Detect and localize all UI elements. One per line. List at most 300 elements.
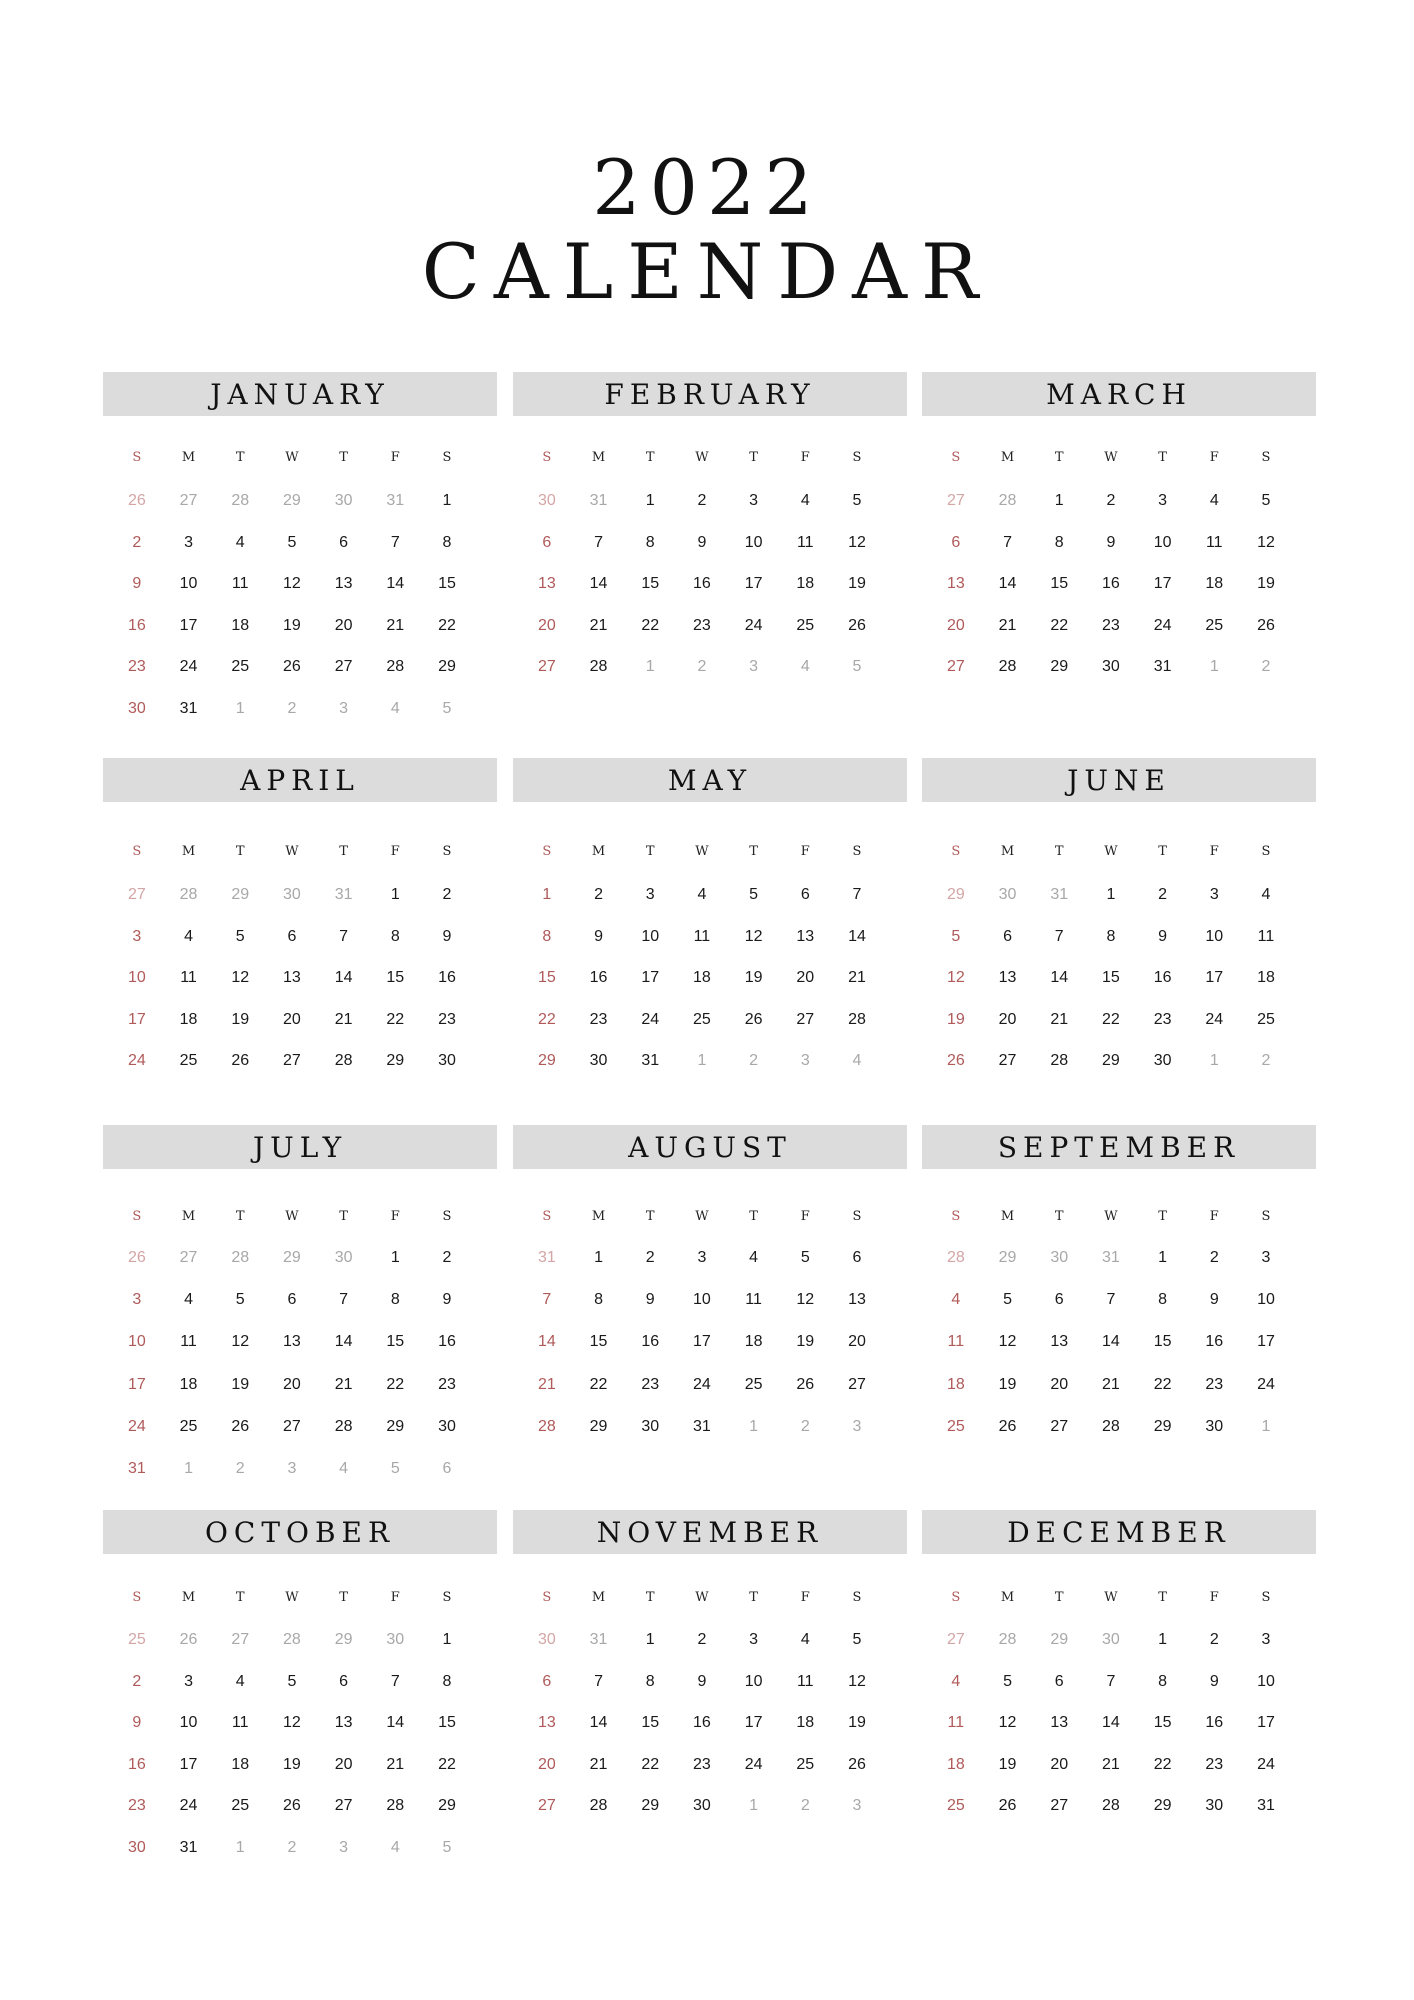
weekday-label: T xyxy=(645,1209,655,1224)
day-cell: 8 xyxy=(1158,1291,1168,1309)
day-cell: 2 xyxy=(287,1839,297,1856)
day-cell: 1 xyxy=(1261,1417,1271,1435)
day-cell: 26 xyxy=(848,616,866,634)
week-row xyxy=(930,1333,1292,1351)
day-cell: 25 xyxy=(127,1631,146,1648)
week-row xyxy=(111,617,473,635)
weekday-label: S xyxy=(951,450,961,465)
week-row xyxy=(521,1756,883,1774)
day-cell: 23 xyxy=(1205,1755,1224,1773)
day-cell: 13 xyxy=(537,575,556,593)
week-row xyxy=(521,1052,883,1070)
day-cell: 24 xyxy=(1205,1010,1224,1028)
day-cell: 31 xyxy=(1153,658,1172,676)
day-cell: 28 xyxy=(231,1249,250,1266)
weekday-label: T xyxy=(1054,1209,1064,1224)
week-row xyxy=(930,492,1292,510)
week-row xyxy=(930,1756,1292,1774)
day-cell: 2 xyxy=(1261,658,1271,676)
week-row xyxy=(930,1673,1292,1691)
weekday-label: S xyxy=(951,844,961,859)
weekday-label: W xyxy=(285,450,299,465)
day-cell: 20 xyxy=(796,969,815,987)
weekday-label: M xyxy=(1000,1590,1015,1605)
day-cell: 27 xyxy=(946,658,965,676)
weekday-row xyxy=(930,1209,1292,1224)
weekday-label: M xyxy=(181,844,196,859)
weekday-label: T xyxy=(339,1590,348,1605)
weekday-label: F xyxy=(1209,450,1219,465)
day-cell: 1 xyxy=(442,492,452,509)
day-cell: 27 xyxy=(334,1797,353,1815)
day-cell: 16 xyxy=(127,616,146,634)
day-cell: 4 xyxy=(800,658,810,676)
day-cell: 14 xyxy=(386,575,405,593)
day-cell: 12 xyxy=(283,1714,301,1732)
day-cell: 26 xyxy=(946,1052,965,1070)
day-cell: 20 xyxy=(537,616,556,634)
day-cell: 16 xyxy=(438,1333,456,1351)
weekday-label: T xyxy=(1158,844,1167,859)
week-row xyxy=(521,658,883,676)
day-cell: 17 xyxy=(127,1010,146,1028)
weekday-label: W xyxy=(1104,1590,1118,1605)
day-cell: 22 xyxy=(537,1010,556,1028)
day-cell: 13 xyxy=(1050,1714,1069,1732)
day-cell: 24 xyxy=(744,1755,763,1773)
day-cell: 18 xyxy=(946,1375,965,1393)
day-cell: 28 xyxy=(946,1249,965,1266)
day-cell: 29 xyxy=(641,1797,660,1815)
week-row xyxy=(111,1797,473,1815)
day-cell: 26 xyxy=(283,1797,301,1815)
day-cell: 5 xyxy=(800,1249,810,1266)
day-cell: 27 xyxy=(848,1375,866,1393)
day-cell: 23 xyxy=(1102,616,1120,634)
month-name: JULY xyxy=(103,1125,497,1169)
day-cell: 9 xyxy=(1209,1291,1219,1309)
weekday-label: T xyxy=(749,1590,758,1605)
day-cell: 19 xyxy=(796,1333,815,1351)
day-cell: 26 xyxy=(998,1417,1017,1435)
week-row xyxy=(111,1839,473,1857)
day-cell: 7 xyxy=(1054,927,1064,945)
day-cell: 26 xyxy=(283,658,301,676)
day-cell: 1 xyxy=(645,1631,655,1648)
month-name: OCTOBER xyxy=(103,1510,497,1554)
day-cell: 21 xyxy=(848,969,866,987)
day-cell: 10 xyxy=(744,1672,763,1690)
day-cell: 4 xyxy=(951,1291,961,1309)
day-cell: 21 xyxy=(589,616,608,634)
day-cell: 2 xyxy=(594,886,603,903)
day-cell: 29 xyxy=(589,1417,608,1435)
day-cell: 2 xyxy=(1261,1052,1271,1070)
weekday-label: W xyxy=(695,844,709,859)
day-cell: 19 xyxy=(744,969,763,987)
day-cell: 10 xyxy=(641,927,660,945)
day-cell: 2 xyxy=(749,1052,759,1070)
day-cell: 29 xyxy=(1153,1797,1172,1815)
day-cell: 11 xyxy=(1205,533,1223,551)
weekday-row xyxy=(111,450,473,465)
weekday-label: F xyxy=(1209,1590,1219,1605)
day-cell: 29 xyxy=(386,1417,405,1435)
week-row xyxy=(521,492,883,510)
day-cell: 27 xyxy=(537,1797,556,1815)
day-cell: 5 xyxy=(852,658,862,676)
day-cell: 30 xyxy=(127,1839,146,1856)
week-row xyxy=(521,1673,883,1691)
day-cell: 8 xyxy=(1106,927,1116,945)
month-november xyxy=(513,1510,907,1815)
week-row xyxy=(521,1376,883,1394)
day-cell: 22 xyxy=(438,616,456,634)
month-june xyxy=(922,758,1316,1070)
day-cell: 10 xyxy=(127,969,146,987)
day-cell: 22 xyxy=(1050,616,1069,634)
weekday-label: S xyxy=(852,1590,862,1605)
day-cell: 29 xyxy=(438,658,456,676)
day-cell: 8 xyxy=(390,927,400,945)
day-cell: 21 xyxy=(386,1755,405,1773)
day-cell: 14 xyxy=(1050,969,1069,987)
day-cell: 19 xyxy=(998,1755,1017,1773)
day-cell: 1 xyxy=(1209,1052,1219,1070)
day-cell: 28 xyxy=(998,658,1017,676)
week-row xyxy=(930,617,1292,635)
day-cell: 25 xyxy=(231,658,250,676)
week-row xyxy=(111,1460,473,1478)
day-cell: 12 xyxy=(1257,533,1275,551)
day-cell: 30 xyxy=(693,1797,711,1815)
day-cell: 5 xyxy=(852,1631,862,1648)
day-cell: 2 xyxy=(1158,886,1168,903)
day-cell: 9 xyxy=(697,1672,707,1690)
day-cell: 7 xyxy=(339,1291,349,1309)
day-cell: 6 xyxy=(1054,1291,1064,1309)
day-cell: 6 xyxy=(1003,927,1012,945)
day-cell: 1 xyxy=(1106,886,1116,903)
day-cell: 16 xyxy=(693,575,711,593)
day-cell: 1 xyxy=(1054,492,1064,509)
day-cell: 2 xyxy=(697,1631,707,1648)
day-cell: 6 xyxy=(1054,1672,1064,1690)
day-cell: 9 xyxy=(594,927,603,945)
day-cell: 12 xyxy=(998,1714,1017,1732)
week-row xyxy=(521,1249,883,1267)
day-cell: 7 xyxy=(542,1291,552,1309)
week-row xyxy=(521,1631,883,1649)
month-name: MAY xyxy=(513,758,907,802)
day-cell: 11 xyxy=(947,1714,965,1732)
day-cell: 8 xyxy=(542,927,552,945)
week-row xyxy=(930,534,1292,552)
day-cell: 8 xyxy=(594,1291,603,1309)
weekday-row xyxy=(111,1590,473,1605)
day-cell: 23 xyxy=(127,1797,146,1815)
day-cell: 13 xyxy=(283,1333,301,1351)
day-cell: 16 xyxy=(641,1333,660,1351)
week-row xyxy=(930,658,1292,676)
day-cell: 9 xyxy=(442,927,452,945)
weekday-label: S xyxy=(442,844,452,859)
day-cell: 25 xyxy=(693,1010,711,1028)
month-march xyxy=(922,372,1316,676)
week-row xyxy=(111,492,473,510)
day-cell: 31 xyxy=(179,1839,198,1856)
day-cell: 28 xyxy=(386,1797,405,1815)
day-cell: 24 xyxy=(744,616,763,634)
day-cell: 3 xyxy=(1158,492,1168,509)
day-cell: 9 xyxy=(1106,533,1116,551)
weekday-row xyxy=(930,450,1292,465)
weekday-label: M xyxy=(181,450,196,465)
day-cell: 1 xyxy=(1209,658,1219,676)
day-cell: 16 xyxy=(1153,969,1172,987)
weekday-label: W xyxy=(695,1209,709,1224)
day-cell: 31 xyxy=(334,886,353,903)
day-cell: 15 xyxy=(438,575,456,593)
day-cell: 29 xyxy=(438,1797,456,1815)
month-september xyxy=(922,1125,1316,1435)
day-cell: 17 xyxy=(744,575,763,593)
day-cell: 3 xyxy=(132,927,142,945)
week-row xyxy=(930,1797,1292,1815)
week-row xyxy=(521,1333,883,1351)
day-cell: 22 xyxy=(589,1375,608,1393)
weekday-label: W xyxy=(285,1209,299,1224)
day-cell: 19 xyxy=(283,616,301,634)
day-cell: 8 xyxy=(1054,533,1064,551)
day-cell: 11 xyxy=(796,1672,814,1690)
weekday-label: F xyxy=(390,1590,400,1605)
week-row xyxy=(111,1418,473,1436)
day-cell: 2 xyxy=(1209,1249,1219,1266)
day-cell: 21 xyxy=(1102,1755,1120,1773)
day-cell: 15 xyxy=(386,969,405,987)
week-row xyxy=(930,886,1292,904)
day-cell: 23 xyxy=(1153,1010,1172,1028)
day-cell: 21 xyxy=(1102,1375,1120,1393)
day-cell: 4 xyxy=(1261,886,1271,903)
weekday-label: S xyxy=(132,1209,142,1224)
week-row xyxy=(111,1291,473,1309)
day-cell: 1 xyxy=(390,886,400,903)
day-cell: 29 xyxy=(1050,658,1069,676)
month-april xyxy=(103,758,497,1070)
day-cell: 8 xyxy=(645,1672,655,1690)
day-cell: 7 xyxy=(1106,1672,1116,1690)
day-cell: 16 xyxy=(438,969,456,987)
day-cell: 24 xyxy=(1257,1375,1275,1393)
day-cell: 10 xyxy=(744,533,763,551)
day-cell: 1 xyxy=(1158,1631,1168,1648)
weekday-label: T xyxy=(235,450,245,465)
month-december xyxy=(922,1510,1316,1815)
weekday-label: M xyxy=(591,1590,606,1605)
day-cell: 28 xyxy=(998,1631,1017,1648)
day-cell: 30 xyxy=(1102,1631,1120,1648)
weekday-label: T xyxy=(235,844,245,859)
day-cell: 13 xyxy=(946,575,965,593)
day-cell: 18 xyxy=(744,1333,763,1351)
day-cell: 24 xyxy=(127,1052,146,1070)
day-cell: 5 xyxy=(287,1672,297,1690)
day-cell: 26 xyxy=(127,492,146,509)
day-cell: 23 xyxy=(438,1375,456,1393)
week-row xyxy=(930,575,1292,593)
day-cell: 7 xyxy=(1106,1291,1116,1309)
day-cell: 30 xyxy=(1153,1052,1172,1070)
week-row xyxy=(111,969,473,987)
day-cell: 20 xyxy=(537,1755,556,1773)
day-cell: 5 xyxy=(1003,1672,1012,1690)
day-cell: 26 xyxy=(1257,616,1275,634)
week-row xyxy=(930,1418,1292,1436)
day-cell: 3 xyxy=(1261,1249,1271,1266)
day-cell: 26 xyxy=(127,1249,146,1266)
day-cell: 16 xyxy=(1205,1333,1224,1351)
day-cell: 28 xyxy=(589,658,608,676)
day-cell: 28 xyxy=(179,886,198,903)
day-cell: 30 xyxy=(127,700,146,717)
day-cell: 31 xyxy=(386,492,405,509)
weekday-label: S xyxy=(1261,1209,1271,1224)
day-cell: 25 xyxy=(796,616,815,634)
weekday-row xyxy=(930,1590,1292,1605)
day-cell: 28 xyxy=(1102,1417,1120,1435)
day-cell: 18 xyxy=(1257,969,1275,987)
day-cell: 15 xyxy=(641,575,660,593)
day-cell: 30 xyxy=(641,1417,660,1435)
weekday-label: T xyxy=(1158,1590,1167,1605)
week-row xyxy=(521,534,883,552)
day-cell: 17 xyxy=(127,1375,146,1393)
day-cell: 5 xyxy=(442,1839,452,1856)
day-cell: 11 xyxy=(231,575,249,593)
day-cell: 17 xyxy=(1153,575,1172,593)
day-cell: 28 xyxy=(334,1052,353,1070)
weekday-row xyxy=(521,1590,883,1605)
day-cell: 31 xyxy=(589,1631,608,1648)
day-cell: 12 xyxy=(946,969,965,987)
day-cell: 18 xyxy=(179,1375,198,1393)
day-cell: 19 xyxy=(231,1375,250,1393)
day-cell: 26 xyxy=(998,1797,1017,1815)
day-cell: 6 xyxy=(542,1672,552,1690)
day-cell: 20 xyxy=(946,616,965,634)
day-cell: 1 xyxy=(542,886,552,903)
weekday-row xyxy=(521,450,883,465)
weekday-label: S xyxy=(1261,1590,1271,1605)
day-cell: 10 xyxy=(179,1714,198,1732)
week-row xyxy=(111,658,473,676)
day-cell: 30 xyxy=(438,1052,456,1070)
day-cell: 20 xyxy=(1050,1375,1069,1393)
weekday-label: F xyxy=(390,1209,400,1224)
day-cell: 28 xyxy=(848,1010,866,1028)
day-cell: 29 xyxy=(946,886,965,903)
day-cell: 27 xyxy=(1050,1797,1069,1815)
weekday-label: F xyxy=(390,450,400,465)
weekday-label: S xyxy=(132,844,142,859)
month-july xyxy=(103,1125,497,1477)
day-cell: 23 xyxy=(589,1010,608,1028)
day-cell: 5 xyxy=(1003,1291,1012,1309)
day-cell: 12 xyxy=(848,1672,866,1690)
day-cell: 26 xyxy=(179,1631,198,1648)
day-cell: 1 xyxy=(1158,1249,1168,1266)
day-cell: 30 xyxy=(1050,1249,1069,1266)
day-cell: 21 xyxy=(1050,1010,1069,1028)
day-cell: 4 xyxy=(951,1672,961,1690)
weekday-label: S xyxy=(132,450,142,465)
day-cell: 25 xyxy=(744,1375,763,1393)
weekday-label: T xyxy=(1054,450,1064,465)
day-cell: 28 xyxy=(1050,1052,1069,1070)
day-cell: 1 xyxy=(749,1417,759,1435)
day-cell: 19 xyxy=(848,575,866,593)
day-cell: 16 xyxy=(693,1714,711,1732)
day-cell: 19 xyxy=(231,1010,250,1028)
week-row xyxy=(111,1011,473,1029)
day-cell: 19 xyxy=(946,1010,965,1028)
day-cell: 29 xyxy=(1153,1417,1172,1435)
day-cell: 12 xyxy=(283,575,301,593)
weekday-label: M xyxy=(181,1209,196,1224)
day-cell: 20 xyxy=(283,1375,301,1393)
day-cell: 28 xyxy=(998,492,1017,509)
day-cell: 30 xyxy=(386,1631,405,1648)
day-cell: 3 xyxy=(339,700,349,717)
week-row xyxy=(111,928,473,946)
day-cell: 13 xyxy=(334,1714,353,1732)
weekday-label: M xyxy=(1000,844,1015,859)
day-cell: 3 xyxy=(339,1839,349,1856)
weekday-label: S xyxy=(542,1209,552,1224)
day-cell: 14 xyxy=(589,1714,608,1732)
day-cell: 29 xyxy=(1050,1631,1069,1648)
day-cell: 2 xyxy=(800,1417,810,1435)
day-cell: 14 xyxy=(589,575,608,593)
day-cell: 25 xyxy=(946,1797,965,1815)
week-row xyxy=(521,1011,883,1029)
day-cell: 11 xyxy=(180,969,197,987)
month-october xyxy=(103,1510,497,1856)
day-cell: 1 xyxy=(184,1460,193,1477)
day-cell: 20 xyxy=(334,616,353,634)
day-cell: 25 xyxy=(796,1755,815,1773)
day-cell: 5 xyxy=(287,533,297,551)
day-cell: 8 xyxy=(1158,1672,1168,1690)
day-cell: 14 xyxy=(1102,1714,1120,1732)
month-may xyxy=(513,758,907,1070)
day-cell: 27 xyxy=(283,1417,301,1435)
day-cell: 13 xyxy=(334,575,353,593)
day-cell: 29 xyxy=(1102,1052,1120,1070)
day-cell: 27 xyxy=(946,492,965,509)
day-cell: 17 xyxy=(1257,1714,1275,1732)
day-cell: 1 xyxy=(645,658,655,676)
day-cell: 31 xyxy=(589,492,608,509)
day-cell: 1 xyxy=(749,1797,759,1815)
day-cell: 7 xyxy=(594,1672,603,1690)
day-cell: 2 xyxy=(645,1249,655,1266)
day-cell: 30 xyxy=(334,1249,353,1266)
week-row xyxy=(521,886,883,904)
week-row xyxy=(111,1249,473,1267)
